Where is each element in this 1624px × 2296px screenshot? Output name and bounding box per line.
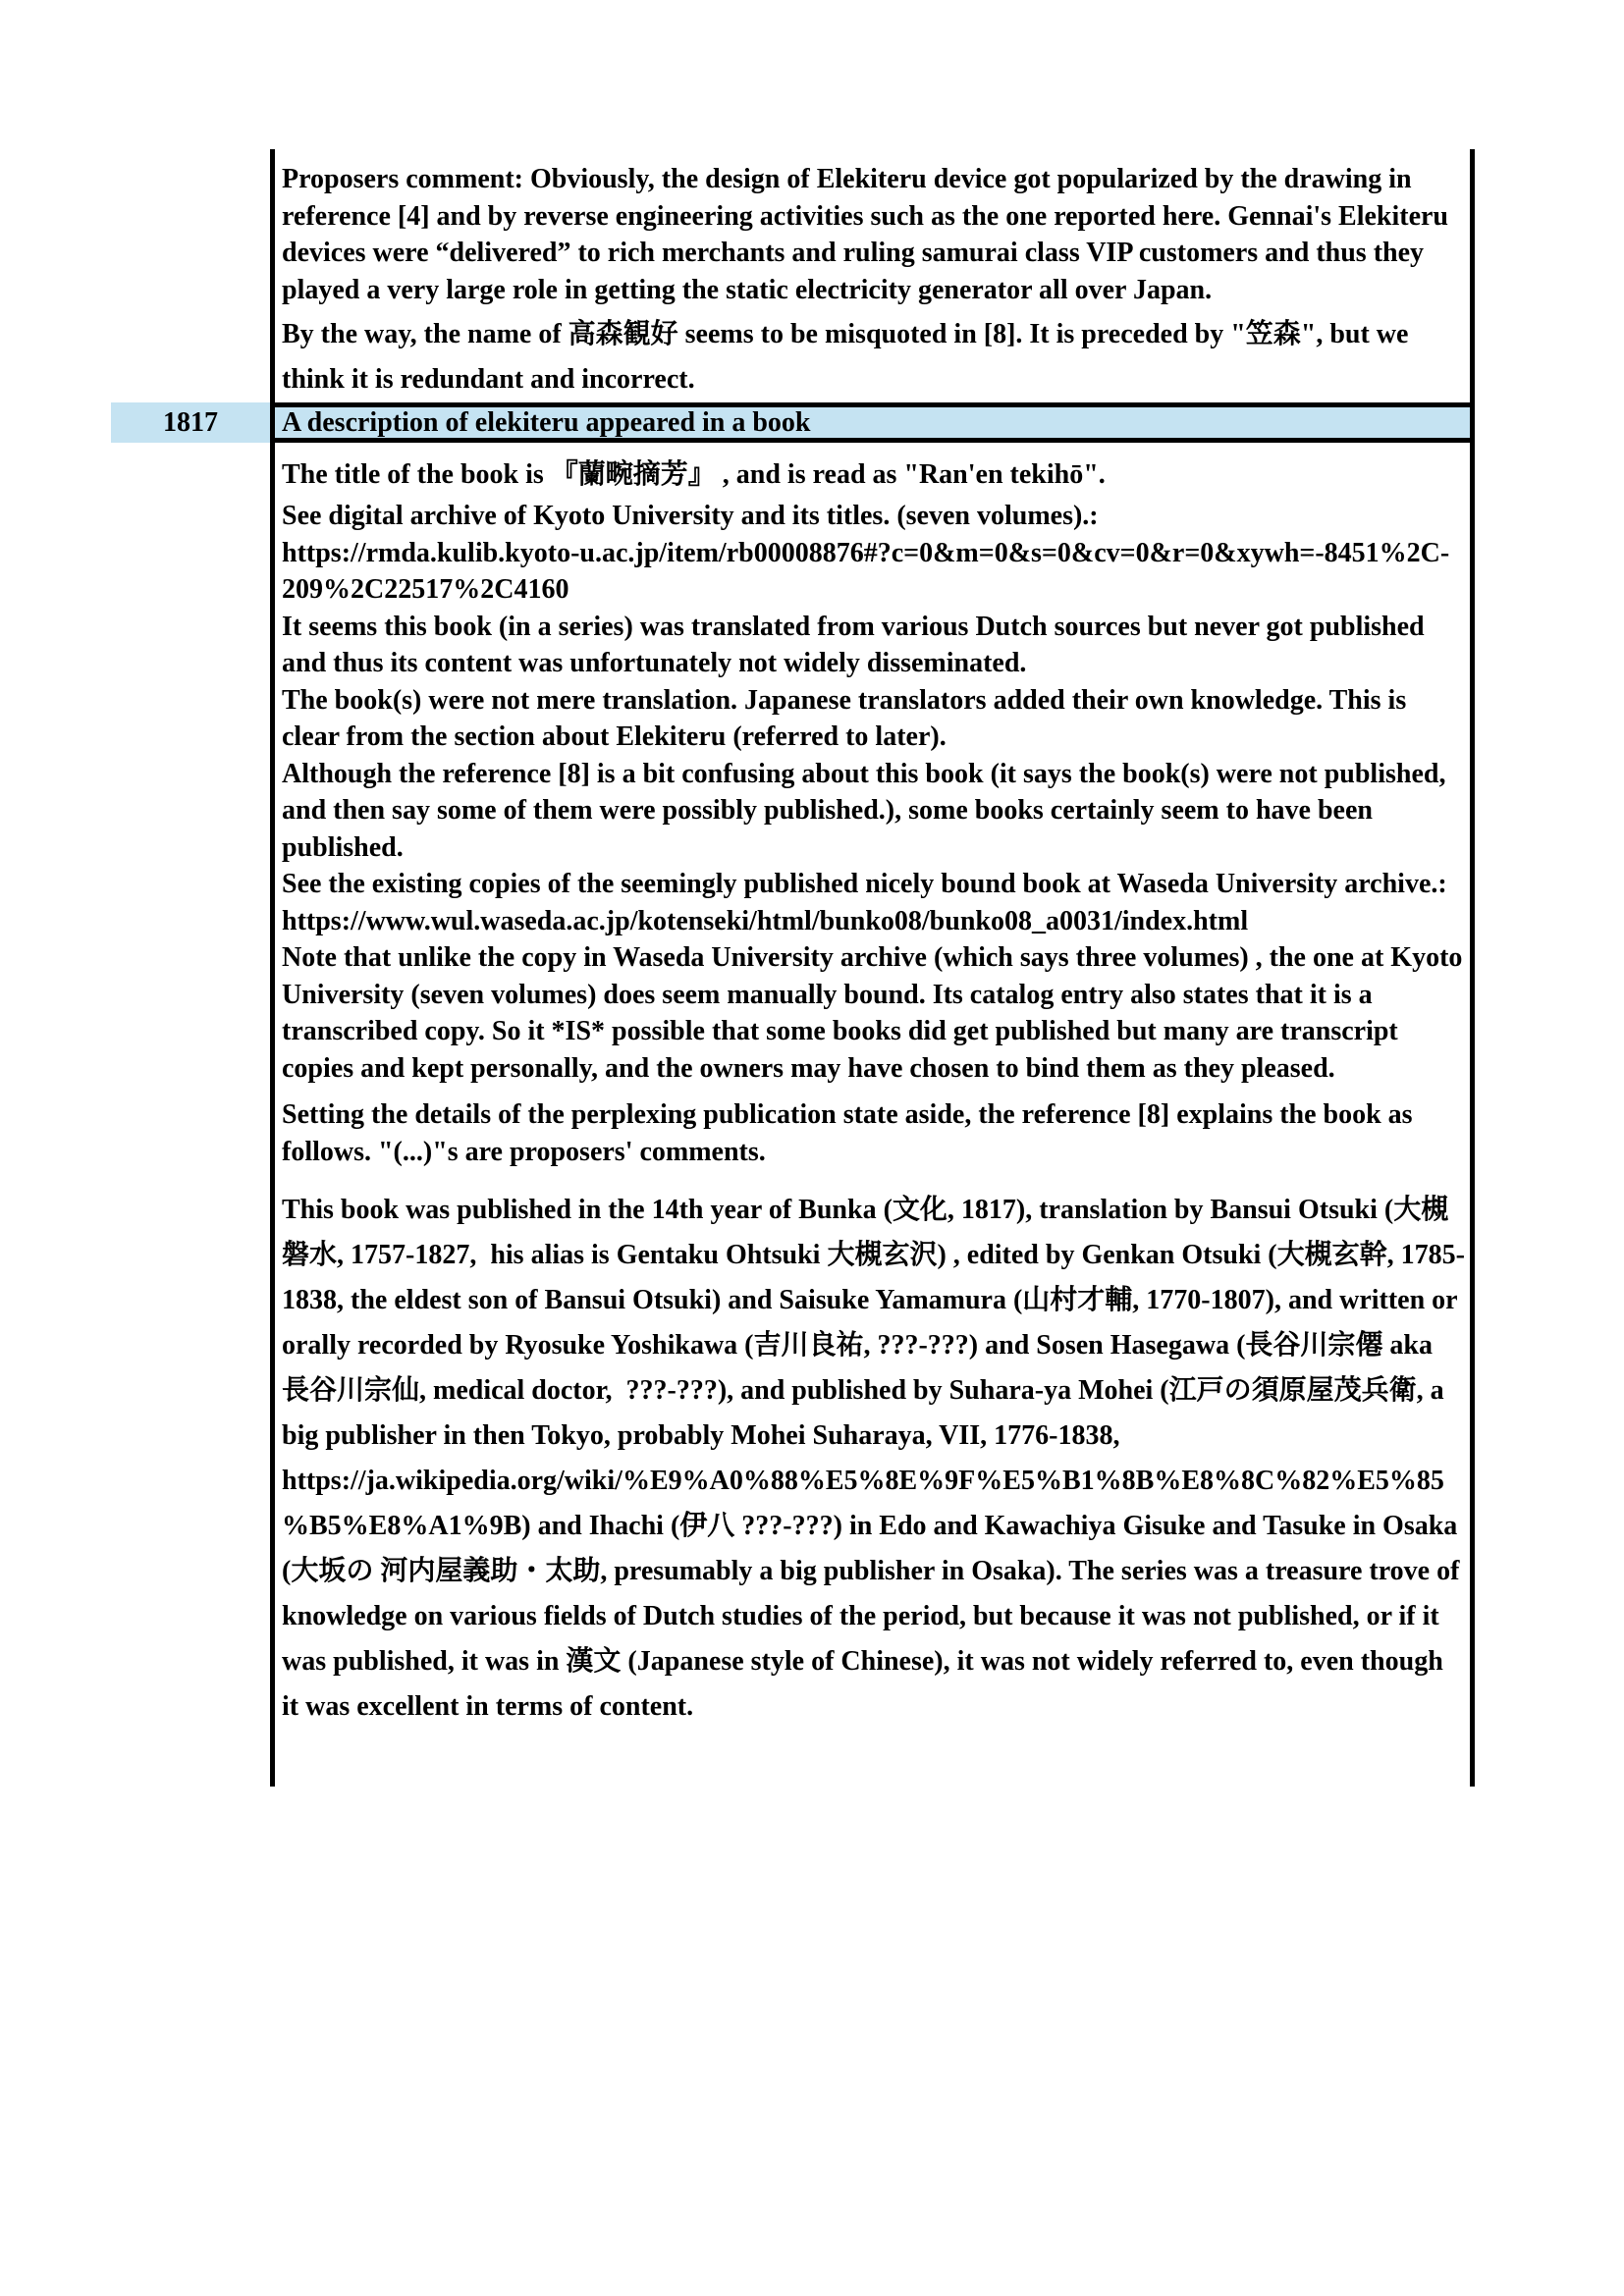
body-paragraph-binding-note: Note that unlike the copy in Waseda University archive (which says three volumes) , the one at Kyoto University (seven volumes) does seem manually bound. Its catalog entry also states that it is a transcribed copy. So it *IS* possible that some books did get published but many are transcript copies and kept personally, and the owners may have chosen to bind them as they pleased. (282, 942, 1470, 1084)
body-paragraph-publication-details: This book was published in the 14th year of Bunka (文化, 1817), translation by Bansui Otsuki (大槻磐水, 1757-1827, his alias is Gentaku Ohtsuki 大槻玄沢) , edited by Genkan Otsuki (大槻玄幹, 1785-1838, the eldest son of Bansui Otsuki) and Saisuke Yamamura (山村才輔, 1770-1807), and written or orally recorded by Ryosuke Yoshikawa (吉川良祐, ???-???) and Sosen Hasegawa (長谷川宗僊 aka 長谷川宗仙, medical doctor, ???-???), and published by Suhara-ya Mohei (江戸の須原屋茂兵衛, a big publisher in then Tokyo, probably Mohei Suharaya, VII, 1776-1838, https://ja.wikipedia.org/wiki/%E9%A0%88%E5%8E%9F%E5%B1%8B%E8%8C%82%E5%85%B5%E8%A1%9B) and Ihachi (伊八 ???-???) in Edo and Kawachiya Gisuke and Tasuke in Osaka (大坂の 河内屋義助・太助, presumably a big publisher in Osaka). The series was a treasure trove of knowledge on various fields of Dutch studies of the period, but because it was not published, or if it was published, it was in 漢文 (Japanese style of Chinese), it was not widely referred to, even though it was excellent in terms of content. (282, 1195, 1465, 1722)
section-header-row (163, 402, 1470, 443)
comment-paragraph-2: By the way, the name of 高森観好 seems to be misquoted in [8]. It is preceded by "笠森", but we think it is redundant and incorrect. (282, 319, 1416, 395)
body-paragraph-book-title: The title of the book is 『蘭畹摘芳』 , and is read as "Ran'en tekihō". (282, 459, 1106, 490)
body-paragraph-translation-note: It seems this book (in a series) was translated from various Dutch sources but never got published and thus its content was unfortunately not widely disseminated. (282, 611, 1432, 678)
year-cell: 1817 (111, 402, 270, 443)
body-paragraph-reference-confusing: Although the reference [8] is a bit confusing about this book (it says the book(s) were not published, and then say some of them were possibly published.), some books certainly seem to have been published. (282, 758, 1453, 863)
table-region (163, 149, 1475, 1787)
body-paragraph-not-mere-translation: The book(s) were not mere translation. Japanese translators added their own knowledge. This is clear from the section about Elekiteru (referred to later). (282, 684, 1414, 752)
body-paragraph-setting-aside: Setting the details of the perplexing publication state aside, the reference [8] explains the book as follows. "(...)"s are proposers' comments. (282, 1099, 1420, 1167)
body-paragraph-waseda-archive: See the existing copies of the seemingly published nicely bound book at Waseda University archive.: https://www.wul.waseda.ac.jp/kotenseki/html/bunko08/bunko08_a0031/index.html (282, 869, 1454, 936)
body-paragraph-kyoto-archive: See digital archive of Kyoto University and its titles. (seven volumes).: https://rmda.kulib.kyoto-u.ac.jp/item/rb00008876#?c=0&m=0&s=0&cv=0&r=0&xywh=-8451%2C-209%2C22517%2C4160 (282, 501, 1450, 605)
proposers-comment-block (275, 149, 1470, 402)
section-title: A description of elekiteru appeared in a book (282, 407, 811, 438)
section-body-block (275, 443, 1470, 1730)
comment-paragraph-1: Proposers comment: Obviously, the design of Elekiteru device got popularized by the drawing in reference [4] and by reverse engineering activities such as the one reported here. Gennai's Elekiteru devices were “delivered” to rich merchants and ruling samurai class VIP customers and thus they played a very large role in getting the static electricity generator all over Japan. (282, 164, 1456, 305)
